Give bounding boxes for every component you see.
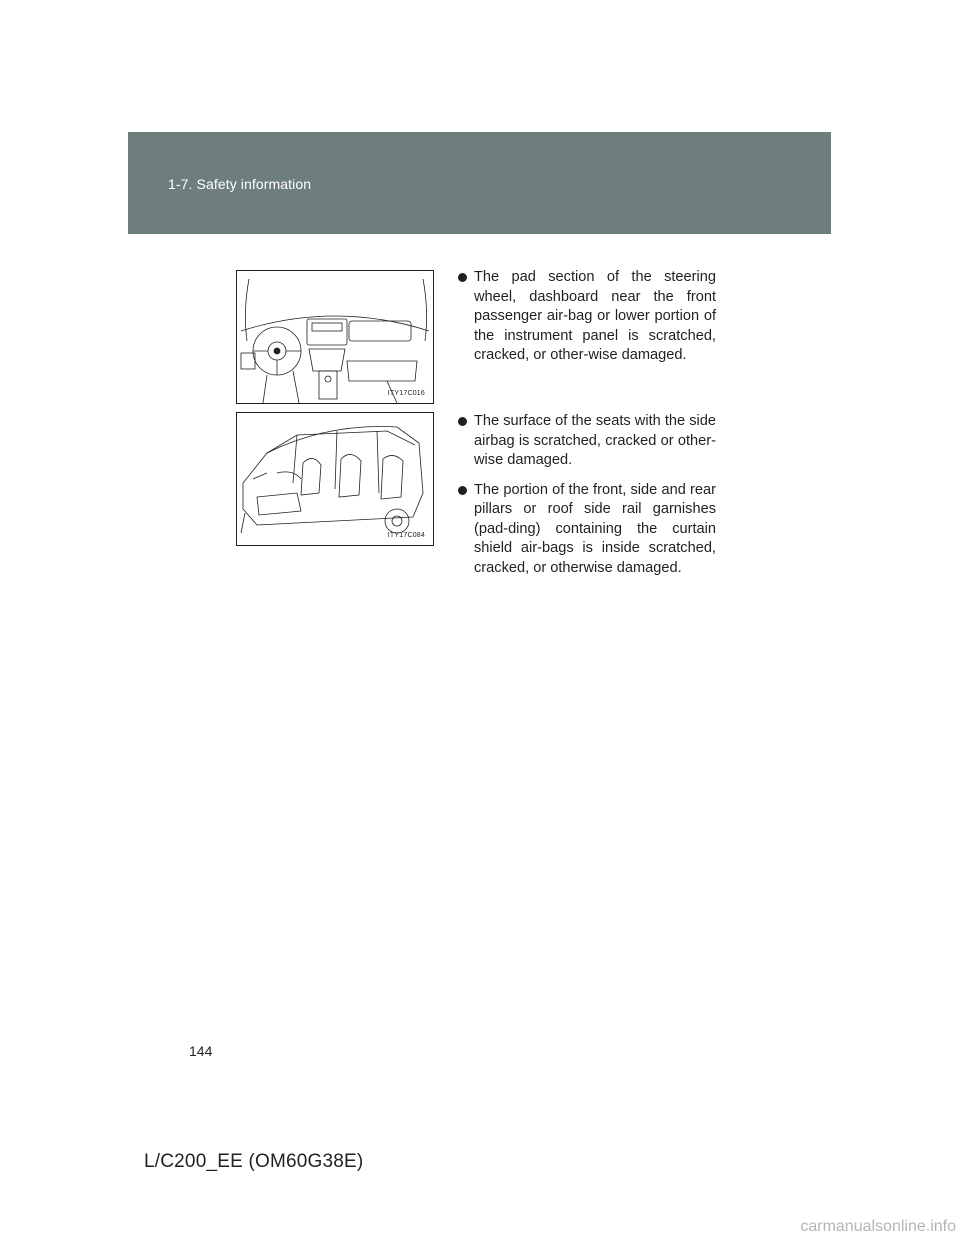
bullet-list bbox=[458, 268, 716, 376]
bullet-icon bbox=[458, 486, 467, 495]
vehicle-interior-figure bbox=[236, 412, 434, 546]
figure-code: ITY17C016 bbox=[387, 390, 425, 397]
figure-code: ITY17C084 bbox=[387, 532, 425, 539]
list-item bbox=[458, 268, 716, 366]
list-item bbox=[458, 481, 716, 579]
bullet-icon bbox=[458, 417, 467, 426]
bullet-list bbox=[458, 412, 716, 588]
list-item-text: The surface of the seats with the side airbag is scratched, cracked or other-wise damaged. bbox=[474, 413, 716, 468]
list-item-text: The pad section of the steering wheel, dashboard near the front passenger air-bag or lower portion of the instrument panel is scratched, cracked, or other-wise damaged. bbox=[474, 269, 716, 363]
vehicle-interior-illustration-icon bbox=[237, 413, 433, 545]
section-title: 1-7. Safety information bbox=[168, 176, 312, 192]
list-item bbox=[458, 412, 716, 471]
dashboard-illustration-icon bbox=[237, 271, 433, 403]
watermark: carmanualsonline.info bbox=[800, 1218, 956, 1235]
list-item-text: The portion of the front, side and rear pillars or roof side rail garnishes (pad-ding) containing the curtain shield air-bags is inside scratched, cracked, or otherwise damaged. bbox=[474, 481, 716, 576]
section-header bbox=[128, 132, 831, 234]
manual-code: L/C200_EE (OM60G38E) bbox=[144, 1151, 364, 1172]
bullet-icon bbox=[458, 273, 467, 282]
page-number: 144 bbox=[189, 1043, 213, 1059]
dashboard-figure bbox=[236, 270, 434, 404]
